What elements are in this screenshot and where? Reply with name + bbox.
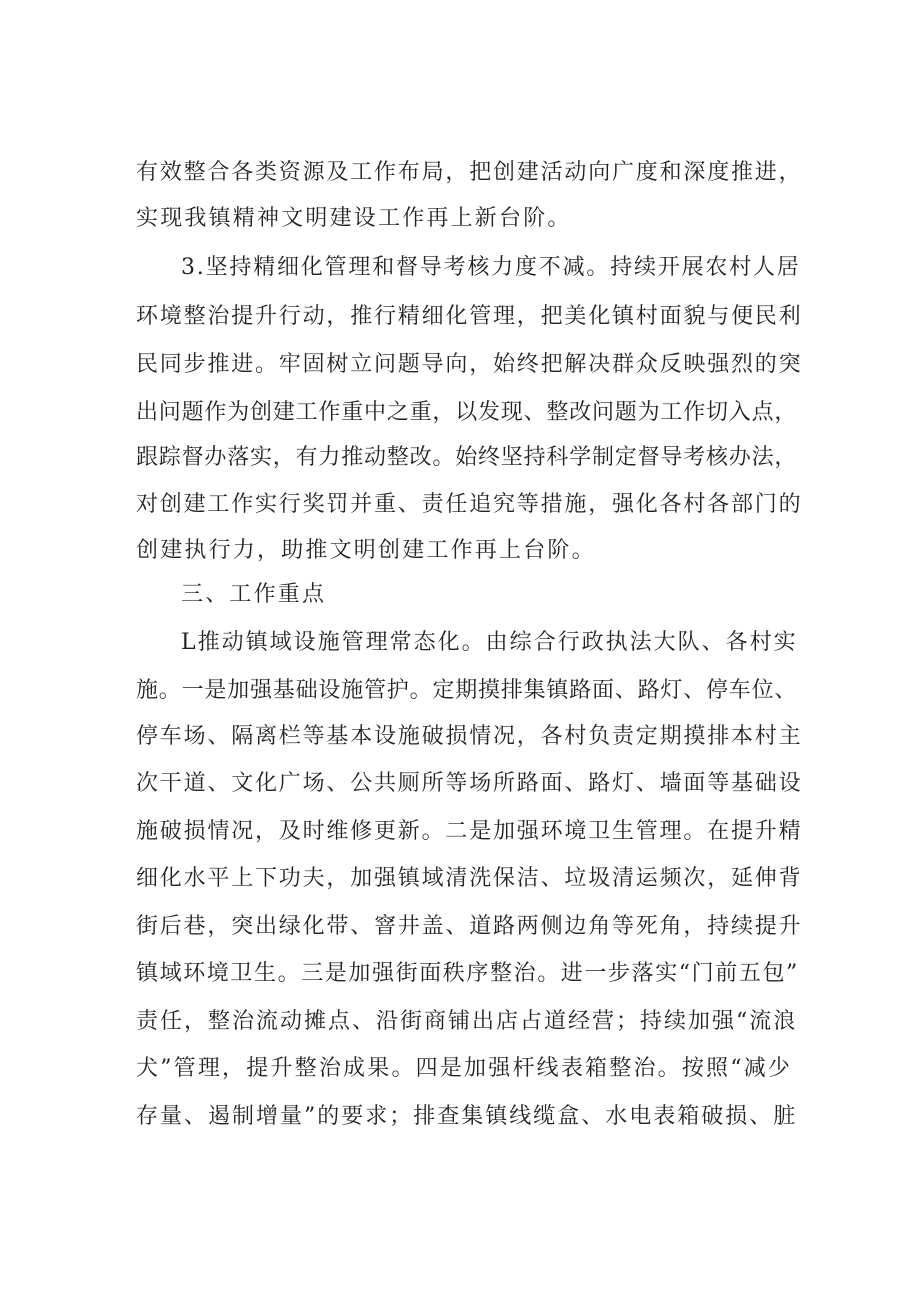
paragraph-line: 有效整合各类资源及工作布局，把创建活动向广度和深度推进， [136,160,803,185]
paragraph-line: 犬”管理，提升整治成果。四是加强杆线表箱整治。按照“减少 [136,1056,793,1081]
paragraph-line: 街后巷，突出绿化带、窨井盖、道路两侧边角等死角，持续提升 [136,914,803,939]
paragraph-line: 创建执行力，助推文明创建工作再上台阶。 [136,538,596,563]
paragraph-line: 施。一是加强基础设施管护。定期摸排集镇路面、路灯、停车位、 [136,678,798,703]
paragraph-line: 存量、遏制增量”的要求；排查集镇线缆盒、水电表箱破损、脏 [136,1104,798,1129]
paragraph-line: 责任，整治流动摊点、沿街商铺出店占道经营；持续加强“流浪 [136,1009,798,1034]
paragraph-line: 镇域环境卫生。三是加强街面秩序整治。进一步落实“门前五包” [136,961,799,986]
paragraph-line: 施破损情况，及时维修更新。二是加强环境卫生管理。在提升精 [136,819,803,844]
paragraph-line: 出问题作为创建工作重中之重，以发现、整改问题为工作切入点， [136,400,798,425]
paragraph-line: 民同步推进。牢固树立问题导向，始终把解决群众反映强烈的突 [136,352,803,377]
paragraph-line: L推动镇域设施管理常态化。由综合行政执法大队、各村实 [181,630,798,655]
paragraph-line: 实现我镇精神文明建设工作再上新台阶。 [136,206,572,231]
paragraph-line: 对创建工作实行奖罚并重、责任追究等措施，强化各村各部门的 [136,492,803,517]
paragraph-line: 细化水平上下功夫，加强镇域清洗保洁、垃圾清运频次，延伸背 [136,866,803,891]
section-heading: 三、工作重点 [181,582,327,607]
paragraph-line: 次干道、文化广场、公共厕所等场所路面、路灯、墙面等基础设 [136,771,803,796]
paragraph-line: 停车场、隔离栏等基本设施破损情况，各村负责定期摸排本村主 [136,724,803,749]
paragraph-line: 3.坚持精细化管理和督导考核力度不减。持续开展农村人居 [181,255,801,280]
paragraph-line: 环境整治提升行动，推行精细化管理，把美化镇村面貌与便民利 [136,304,803,329]
paragraph-line: 跟踪督办落实，有力推动整改。始终坚持科学制定督导考核办法， [136,445,798,470]
